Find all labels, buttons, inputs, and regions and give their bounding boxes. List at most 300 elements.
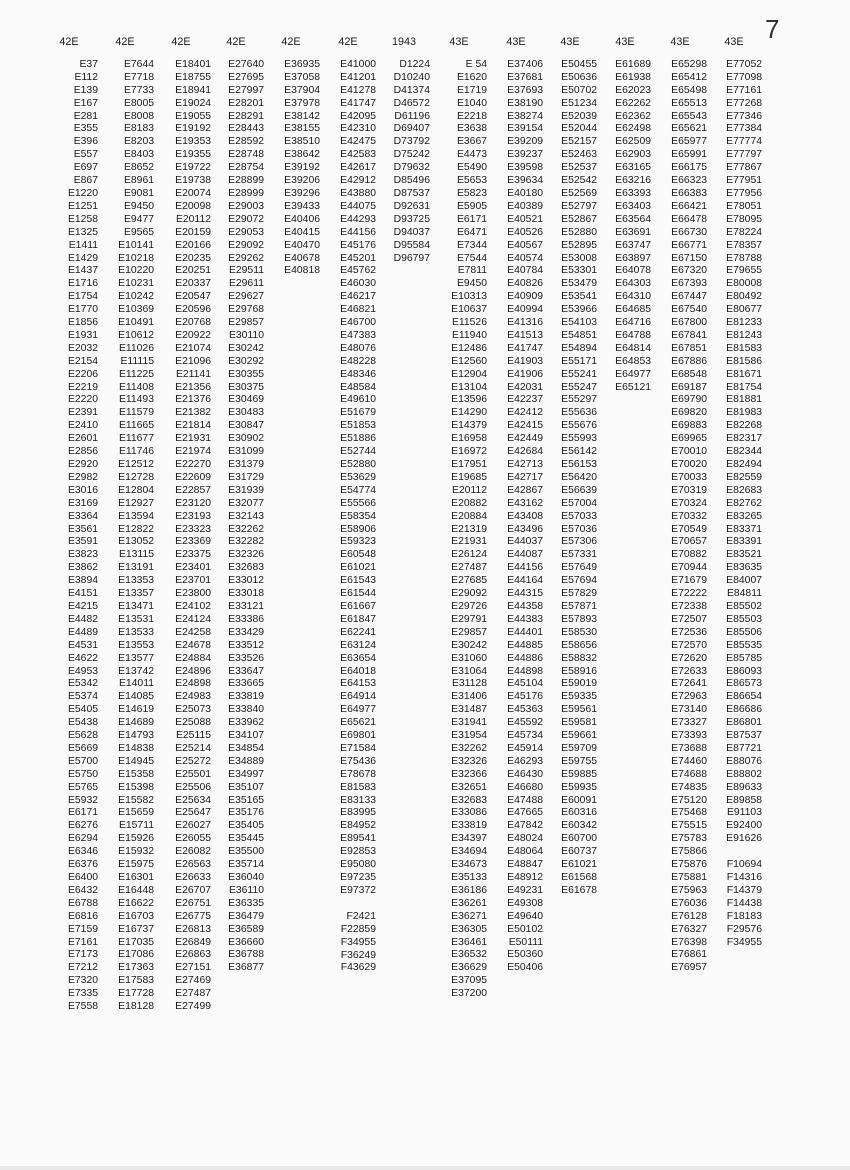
list-entry: E13471 (118, 600, 154, 612)
page-edge (0, 1166, 850, 1170)
list-entry: E6376 (67, 859, 98, 871)
list-entry: E83635 (726, 562, 762, 574)
list-entry: E70882 (671, 549, 707, 561)
list-entry: E17363 (118, 962, 154, 974)
column-header: 43E (560, 36, 580, 48)
list-entry: E25647 (175, 807, 211, 819)
list-entry: E5374 (67, 691, 98, 703)
list-entry: E44156 (340, 226, 376, 238)
column-12 (706, 36, 762, 950)
list-entry: E31060 (451, 652, 487, 664)
list-entry: E27997 (228, 84, 264, 96)
list-entry: E85785 (726, 652, 762, 664)
list-entry: E85502 (726, 600, 762, 612)
list-entry: E60737 (561, 846, 597, 858)
list-entry: E10637 (451, 304, 487, 316)
list-entry: E9450 (456, 278, 487, 290)
list-entry: E35445 (228, 833, 264, 845)
list-entry: E57331 (561, 549, 597, 561)
column-5 (320, 36, 376, 975)
list-entry: E36040 (228, 872, 264, 883)
list-entry: E30242 (228, 342, 264, 354)
list-entry: E51886 (340, 433, 376, 445)
list-entry: E84952 (340, 820, 376, 832)
list-entry: E25501 (175, 768, 211, 780)
list-entry: E10231 (118, 278, 154, 290)
list-entry: E32651 (451, 781, 487, 793)
list-entry: E47488 (507, 794, 543, 806)
column-8 (489, 36, 543, 975)
list-entry: E12804 (118, 484, 154, 496)
list-entry: E26124 (451, 549, 487, 561)
list-entry: E14838 (118, 742, 154, 754)
list-entry: F14438 (726, 897, 762, 909)
list-entry: E33012 (228, 575, 264, 587)
list-entry: E32262 (451, 742, 487, 754)
list-entry: E15398 (118, 781, 154, 793)
list-entry: E70549 (671, 523, 707, 535)
column-0 (40, 36, 98, 1014)
list-entry: E17086 (118, 949, 154, 961)
list-entry: E36788 (228, 949, 264, 961)
list-entry: E62262 (615, 97, 651, 109)
list-entry: E43408 (507, 510, 543, 522)
list-entry: E35176 (228, 807, 264, 819)
list-entry: E40678 (284, 252, 320, 264)
list-entry: E70033 (671, 471, 707, 483)
list-entry: E28443 (228, 123, 264, 135)
list-entry: E69790 (671, 394, 707, 406)
list-entry: E40526 (507, 226, 543, 238)
list-entry: E44037 (507, 536, 543, 548)
list-entry: E2391 (67, 407, 98, 419)
list-entry: E17035 (118, 936, 154, 948)
list-entry: E64914 (340, 691, 376, 703)
list-entry: E4953 (67, 665, 98, 677)
list-entry: E42475 (340, 136, 376, 148)
list-entry: E65977 (671, 136, 707, 148)
list-entry: E20337 (175, 278, 211, 290)
column-header: 43E (449, 36, 469, 48)
list-entry: E12927 (118, 497, 154, 509)
list-entry: E5750 (67, 768, 98, 780)
list-entry: E25272 (175, 755, 211, 767)
list-entry: E44293 (340, 213, 376, 225)
list-entry: E52880 (561, 226, 597, 238)
list-entry: E29791 (451, 613, 487, 625)
list-entry: E24102 (175, 600, 211, 612)
list-entry: E25506 (175, 781, 211, 793)
list-entry: E35165 (228, 794, 264, 806)
list-entry: E31941 (451, 717, 487, 729)
list-entry: E32077 (228, 497, 264, 509)
list-entry: E41903 (507, 355, 543, 367)
list-entry: E34997 (228, 768, 264, 780)
list-entry: D41374 (393, 84, 430, 96)
list-entry: E64018 (340, 665, 376, 677)
list-entry: E45734 (507, 730, 543, 742)
list-entry: E77951 (726, 175, 762, 187)
list-entry: E83133 (340, 794, 376, 806)
list-entry: E52867 (561, 213, 597, 225)
list-entry: E51234 (561, 97, 597, 109)
list-entry: E23701 (175, 575, 211, 587)
group-gap (320, 898, 376, 911)
list-entry: E77098 (726, 71, 762, 83)
list-entry: E91103 (726, 807, 762, 819)
column-header: 43E (506, 36, 526, 48)
list-entry: E52537 (561, 162, 597, 174)
list-entry: E29092 (451, 588, 487, 600)
list-entry: E70010 (671, 446, 707, 458)
list-entry: E44383 (507, 613, 543, 625)
list-entry: E40521 (507, 213, 543, 225)
list-entry: E67393 (671, 278, 707, 290)
list-entry: E44885 (507, 639, 543, 651)
list-entry: E24258 (175, 626, 211, 638)
column-7 (431, 36, 487, 1001)
list-entry: F34955 (340, 936, 376, 948)
list-entry: E7344 (456, 239, 487, 251)
list-entry: E49640 (507, 910, 543, 922)
list-entry: D93725 (393, 213, 430, 225)
list-entry: E19353 (175, 136, 211, 148)
list-entry: E26849 (175, 936, 211, 948)
list-entry: E7811 (457, 265, 487, 277)
list-entry: E50636 (561, 71, 597, 83)
list-entry: E18128 (118, 1001, 154, 1013)
list-entry: E54103 (561, 317, 597, 329)
list-entry: E12560 (451, 355, 487, 367)
list-entry: E5405 (67, 704, 98, 716)
list-entry: E33018 (228, 588, 264, 600)
list-entry: E63393 (615, 187, 651, 199)
list-entry: E59935 (561, 781, 597, 793)
list-entry: E37095 (451, 975, 487, 987)
list-entry: E59885 (561, 768, 597, 780)
list-entry: E33526 (228, 652, 264, 664)
list-entry: E42095 (340, 110, 376, 122)
list-entry: E42912 (340, 175, 376, 187)
list-entry: E55566 (340, 497, 376, 509)
list-entry: E6171 (456, 213, 487, 225)
list-entry: E52569 (561, 187, 597, 199)
list-entry: E20596 (175, 304, 211, 316)
list-entry: E23193 (175, 510, 211, 522)
list-entry: E20098 (175, 200, 211, 212)
list-entry: E74460 (671, 755, 707, 767)
list-entry: E3016 (67, 484, 98, 496)
list-entry: E26055 (175, 833, 211, 845)
list-entry: E3169 (67, 497, 98, 509)
list-entry: E41513 (507, 329, 543, 341)
list-entry: E8961 (123, 175, 154, 187)
list-entry: E69883 (671, 420, 707, 432)
list-entry: E60316 (561, 807, 597, 819)
list-entry: E89633 (726, 781, 762, 793)
list-entry: E58530 (561, 626, 597, 638)
list-entry: E19355 (175, 149, 211, 161)
list-entry: E1716 (67, 278, 98, 290)
list-entry: E40415 (284, 226, 320, 238)
list-entry: E5342 (67, 678, 98, 690)
list-entry: E57306 (561, 536, 597, 548)
list-entry: E70324 (671, 497, 707, 509)
list-entry: E13052 (118, 536, 154, 548)
list-entry: E48064 (507, 846, 543, 858)
list-entry: E65513 (671, 97, 707, 109)
list-entry: E66175 (671, 162, 707, 174)
list-entry: E4531 (67, 639, 98, 651)
list-entry: E36589 (228, 923, 264, 935)
list-entry: E88802 (726, 768, 762, 780)
column-6 (378, 36, 430, 265)
list-entry: E86573 (726, 678, 762, 690)
list-entry: E3561 (67, 523, 98, 535)
list-entry: E32683 (451, 794, 487, 806)
list-entry: E66478 (671, 213, 707, 225)
list-entry: E24896 (175, 665, 211, 677)
list-entry: E1754 (67, 291, 98, 303)
list-entry: E36335 (228, 897, 264, 909)
list-entry: E29053 (228, 226, 264, 238)
list-entry: E59323 (340, 536, 376, 548)
list-entry: E28592 (228, 136, 264, 148)
list-entry: E2601 (67, 433, 98, 445)
list-entry: E5905 (456, 200, 487, 212)
list-entry: E37904 (284, 84, 320, 96)
list-entry: E12904 (451, 368, 487, 380)
list-entry: E49610 (340, 394, 376, 406)
list-entry: E82268 (726, 420, 762, 432)
list-entry: E78224 (726, 226, 762, 238)
list-entry: E31064 (451, 665, 487, 677)
list-entry: E36660 (228, 936, 264, 948)
list-entry: E14379 (451, 420, 487, 432)
list-entry: E27487 (175, 988, 211, 1000)
list-entry: E25088 (175, 717, 211, 729)
list-entry: E35714 (228, 859, 264, 871)
list-entry: E70020 (671, 459, 707, 470)
list-entry: E6816 (67, 910, 98, 922)
list-entry: E32262 (228, 523, 264, 535)
list-entry: E20112 (451, 484, 487, 496)
list-entry: E41201 (340, 71, 376, 83)
list-entry: E20251 (175, 265, 211, 277)
list-entry: E46700 (340, 317, 376, 329)
list-entry: E697 (73, 162, 98, 174)
list-entry: E82762 (726, 497, 762, 509)
list-entry: E57829 (561, 588, 597, 600)
list-entry: E61021 (340, 562, 376, 574)
list-entry: E28999 (228, 187, 264, 199)
list-entry: E5628 (67, 730, 98, 742)
list-entry: E39209 (507, 136, 543, 148)
list-entry: E84811 (726, 588, 762, 600)
list-entry: E21074 (175, 342, 211, 354)
list-entry: E18755 (175, 71, 211, 83)
list-entry: E20074 (175, 187, 211, 199)
list-entry: E18941 (175, 84, 211, 96)
list-entry: E81233 (726, 317, 762, 329)
list-entry: E38274 (507, 110, 543, 122)
list-entry: E82344 (726, 446, 762, 458)
list-entry: E81881 (726, 394, 762, 406)
list-entry: E2220 (67, 394, 98, 406)
list-entry: E14793 (118, 730, 154, 742)
list-entry: E65621 (340, 717, 376, 729)
list-entry: D61196 (394, 110, 430, 122)
list-entry: E48584 (340, 381, 376, 393)
column-1 (96, 36, 154, 1014)
list-entry: E48076 (340, 342, 376, 354)
list-entry: E78788 (726, 252, 762, 264)
list-entry: E61667 (340, 600, 376, 612)
list-entry: E47665 (507, 807, 543, 819)
list-entry: E21141 (175, 368, 211, 380)
list-entry: E13594 (118, 510, 154, 522)
list-entry: E1770 (67, 304, 98, 316)
list-entry: E31939 (228, 484, 264, 496)
list-entry: E32366 (451, 768, 487, 780)
list-entry: E557 (73, 149, 98, 161)
list-entry: E85506 (726, 626, 762, 638)
list-entry: E20159 (175, 226, 211, 238)
list-entry: E41906 (507, 368, 543, 380)
list-entry: E8005 (123, 97, 154, 109)
list-entry: E77774 (726, 136, 762, 148)
list-entry: E139 (73, 84, 98, 96)
list-entry: E11579 (118, 407, 154, 419)
list-entry: E8652 (123, 162, 154, 174)
list-entry: E1325 (67, 226, 98, 238)
list-entry: E80677 (726, 304, 762, 316)
list-entry: E32326 (451, 755, 487, 767)
list-entry: E43496 (507, 523, 543, 535)
list-entry: E19024 (175, 97, 211, 109)
column-header: 42E (115, 36, 135, 48)
list-entry: E24898 (175, 678, 211, 690)
list-entry: E32282 (228, 536, 264, 548)
list-entry: E72570 (671, 639, 707, 651)
list-entry: E92853 (340, 846, 376, 858)
list-entry: E44087 (507, 549, 543, 561)
list-entry: E25073 (175, 704, 211, 716)
list-entry: E75468 (671, 807, 707, 819)
list-entry: E49308 (507, 897, 543, 909)
list-entry: E74688 (671, 768, 707, 780)
list-entry: E13357 (118, 588, 154, 600)
list-entry: E42583 (340, 149, 376, 161)
list-entry: E55636 (561, 407, 597, 419)
list-entry: E1856 (67, 317, 98, 329)
list-entry: E11526 (451, 317, 487, 329)
list-entry: E42867 (507, 484, 543, 496)
list-entry: E58354 (340, 510, 376, 522)
list-entry: E28291 (228, 110, 264, 122)
list-entry: E1220 (67, 187, 98, 199)
list-entry: E2218 (456, 110, 487, 122)
list-entry: E76128 (671, 910, 707, 922)
list-entry: E29511 (228, 265, 264, 277)
list-entry: F18183 (726, 910, 762, 922)
list-entry: E12512 (118, 459, 154, 470)
list-entry: E65498 (671, 84, 707, 96)
list-entry: E60342 (561, 820, 597, 832)
list-entry: E29611 (228, 278, 264, 290)
list-entry: E29627 (228, 291, 264, 303)
list-entry: E43880 (340, 187, 376, 199)
list-entry: E34694 (451, 846, 487, 858)
list-entry: E9477 (123, 213, 154, 225)
list-entry: E13531 (118, 613, 154, 625)
list-entry: E72620 (671, 652, 707, 664)
list-entry: E36271 (451, 910, 487, 922)
list-entry: E39206 (284, 175, 320, 187)
list-entry: E57871 (561, 600, 597, 612)
list-entry: E11225 (118, 368, 154, 380)
list-entry: E36110 (228, 884, 264, 896)
list-entry: E26707 (175, 884, 211, 896)
list-entry: E15711 (118, 820, 154, 832)
list-entry: E80492 (726, 291, 762, 303)
list-entry: E22270 (175, 459, 211, 470)
list-entry: E40470 (284, 239, 320, 251)
list-entry: E86801 (726, 717, 762, 729)
list-entry: E62362 (615, 110, 651, 122)
list-entry: E25214 (175, 742, 211, 754)
list-entry: E83371 (726, 523, 762, 535)
list-entry: E66730 (671, 226, 707, 238)
list-entry: E24678 (175, 639, 211, 651)
list-entry: E33819 (228, 691, 264, 703)
list-entry: E76398 (671, 936, 707, 948)
list-entry: E46680 (507, 781, 543, 793)
list-entry: E21319 (451, 523, 487, 535)
list-entry: E13353 (118, 575, 154, 587)
list-entry: E18401 (175, 58, 211, 70)
list-entry: E21931 (175, 433, 211, 445)
column-header: 1943 (391, 36, 417, 48)
list-entry: E19685 (451, 471, 487, 483)
list-entry: E3667 (456, 136, 487, 148)
list-entry: E44886 (507, 652, 543, 664)
list-entry: E32683 (228, 562, 264, 574)
list-entry: E57004 (561, 497, 597, 509)
list-entry: E16448 (118, 884, 154, 896)
list-entry: E11940 (451, 329, 487, 341)
list-entry: E40826 (507, 278, 543, 290)
list-entry: E15358 (118, 768, 154, 780)
list-entry: E65298 (671, 58, 707, 70)
list-entry: E5932 (67, 794, 98, 806)
list-entry: E10242 (118, 291, 154, 303)
list-entry: E17728 (118, 988, 154, 1000)
list-entry: E55297 (561, 394, 597, 406)
list-entry: E13104 (451, 381, 487, 393)
list-entry: E71584 (340, 742, 376, 754)
list-entry: E6294 (67, 833, 98, 845)
list-entry: E81583 (340, 781, 376, 793)
list-entry: D85496 (393, 175, 430, 187)
list-entry: E59581 (561, 717, 597, 729)
list-entry: E44156 (507, 562, 543, 574)
list-entry: E83521 (726, 549, 762, 561)
list-entry: E89858 (726, 794, 762, 806)
list-entry: E78678 (340, 768, 376, 780)
list-entry: E87537 (726, 730, 762, 742)
list-entry: E73140 (671, 704, 707, 716)
